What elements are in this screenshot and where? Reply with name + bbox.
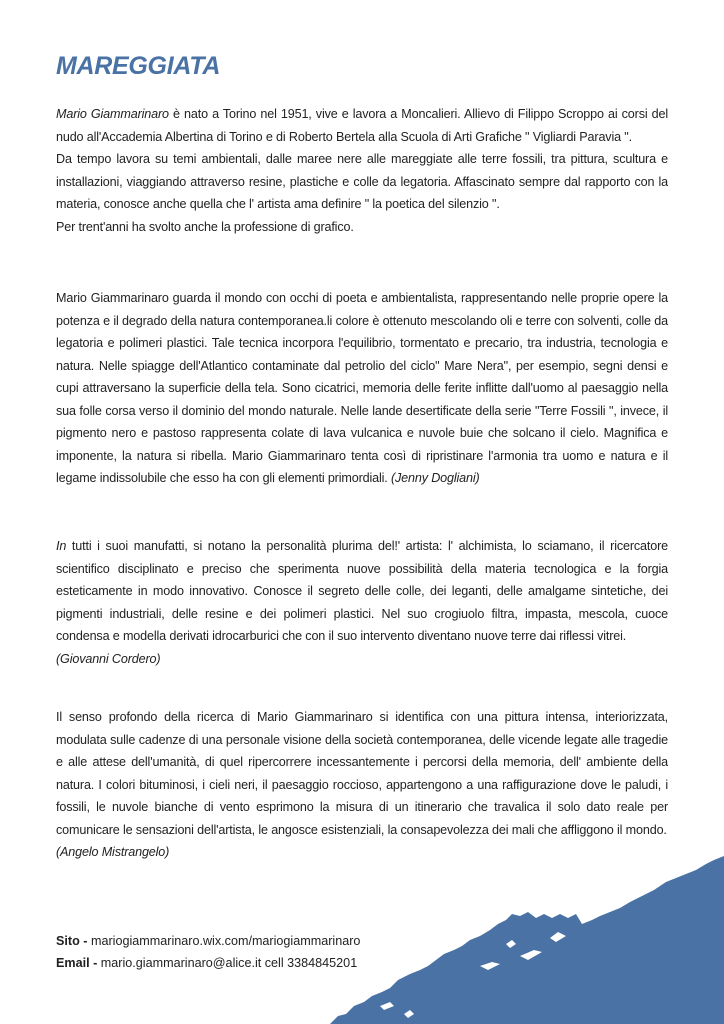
bio-intro-text: è nato a Torino nel 1951, vive e lavora a Moncalieri. Allievo di Filippo Scroppo ai corsi del nudo all'Accademia Albertina di Torino e di Roberto Bertela alla Scuola di Arti Grafiche " Vigliardi Paravia ".: [56, 107, 668, 144]
contact-info: [56, 930, 360, 974]
review-author: (Jenny Dogliani): [390, 471, 480, 485]
review-body: [56, 535, 668, 648]
email-row: [56, 952, 360, 974]
review-paragraph: [56, 535, 668, 670]
website-row: [56, 930, 360, 952]
email-link[interactable]: mario.giammarinaro@alice.it cell 3384845201: [100, 956, 358, 970]
artist-name: Mario Giammarinaro: [56, 107, 169, 121]
review-lead: In: [56, 539, 67, 553]
bio-career: Per trent'anni ha svolto anche la professione di grafico.: [56, 219, 354, 234]
review-author: (Angelo Mistrangelo): [56, 845, 170, 859]
blue-brush-stroke-decoration: [320, 820, 724, 1024]
review-text: Mario Giammarinaro guarda il mondo con occhi di poeta e ambientalista, rappresentando nelle proprie opere la potenza e il degrado della natura contemporanea.li colore è ottenuto mescolando oli e terre con solventi, colle da legatoria e polimeri plastici. Tale tecnica incorpora l'equilibrio, tormentato e precario, tra industria, tecnologia e natura. Nelle spiagge dell'Atlantico contaminate dal petrolio del ciclo" Mare Nera", per esempio, segni densi e cupi attraversano la superficie della tela. Sono cicatrici, memoria delle ferite inflitte dall'uomo al paesaggio nella sua folle corsa verso il dominio del mondo naturale. Nelle lande desertificate della serie "Terre Fossili ", invece, il pigmento nero e pastoso rappresenta colate di lava vulcanica e nuvole buie che solcano il cielo. Magnifica e imponente, la natura si ribella. Mario Giammarinaro tenta così di ripristinare l'armonia tra uomo e natura e il legame indissolubile che esso ha con gli elementi primordiali.: [56, 291, 668, 485]
bio-intro: [56, 103, 668, 148]
review-text: Il senso profondo della ricerca di Mario Giammarinaro si identifica con una pittura intensa, interiorizzata, modulata sulle cadenze di una personale visione della società contemporanea, delle vicende legate alle tragedie e alle attese dell'umanità, di quel ripercorrere incessantemente i percorsi della memoria, dell' ambiente della natura. I colori bituminosi, i cieli neri, il paesaggio roccioso, appartengono a una raffigurazione dove le paludi, i fossili, le nuvole bianche di vento esprimono la misura di un itinerario che travalica il solo dato reale per comunicare le sensazioni dell'artista, le angosce esistenziali, la consapevolezza dei mali che affliggono il mondo.: [56, 710, 668, 837]
website-label: Sito -: [56, 934, 91, 948]
bio-paragraph: [56, 103, 668, 238]
review-paragraph: [56, 287, 668, 490]
website-link[interactable]: mariogiammarinaro.wix.com/mariogiammarinaro: [90, 934, 361, 948]
bio-themes: Da tempo lavora su temi ambientali, dalle maree nere alle mareggiate alle terre fossili, tra pittura, scultura e installazioni, viaggiando attraverso resine, plastiche e colle da legatoria. Affascinato sempre dal rapporto con la materia, conosce anche quella che l' artista ama definire " la poetica del silenzio ".: [56, 152, 668, 211]
email-label: Email -: [56, 956, 101, 970]
review-text: tutti i suoi manufatti, si notano la personalità plurima del!' artista: l' alchimista, lo sciamano, il ricercatore scientifico disciplinato e preciso che sperimenta nuove possibilità della materia tecnologica e la forgia esteticamente in modo innovativo. Conosce il segreto delle colle, dei leganti, delle amalgame sintetiche, dei pigmenti industriali, delle resine e dei polimeri plastici. Nel suo crogiuolo filtra, impasta, mescola, cuoce condensa e modella derivati idrocarburici che con il suo intervento diventano nuove terre dai riflessi vitrei.: [56, 539, 668, 643]
review-author: (Giovanni Cordero): [56, 651, 161, 666]
page-title: MAREGGIATA: [56, 52, 221, 80]
